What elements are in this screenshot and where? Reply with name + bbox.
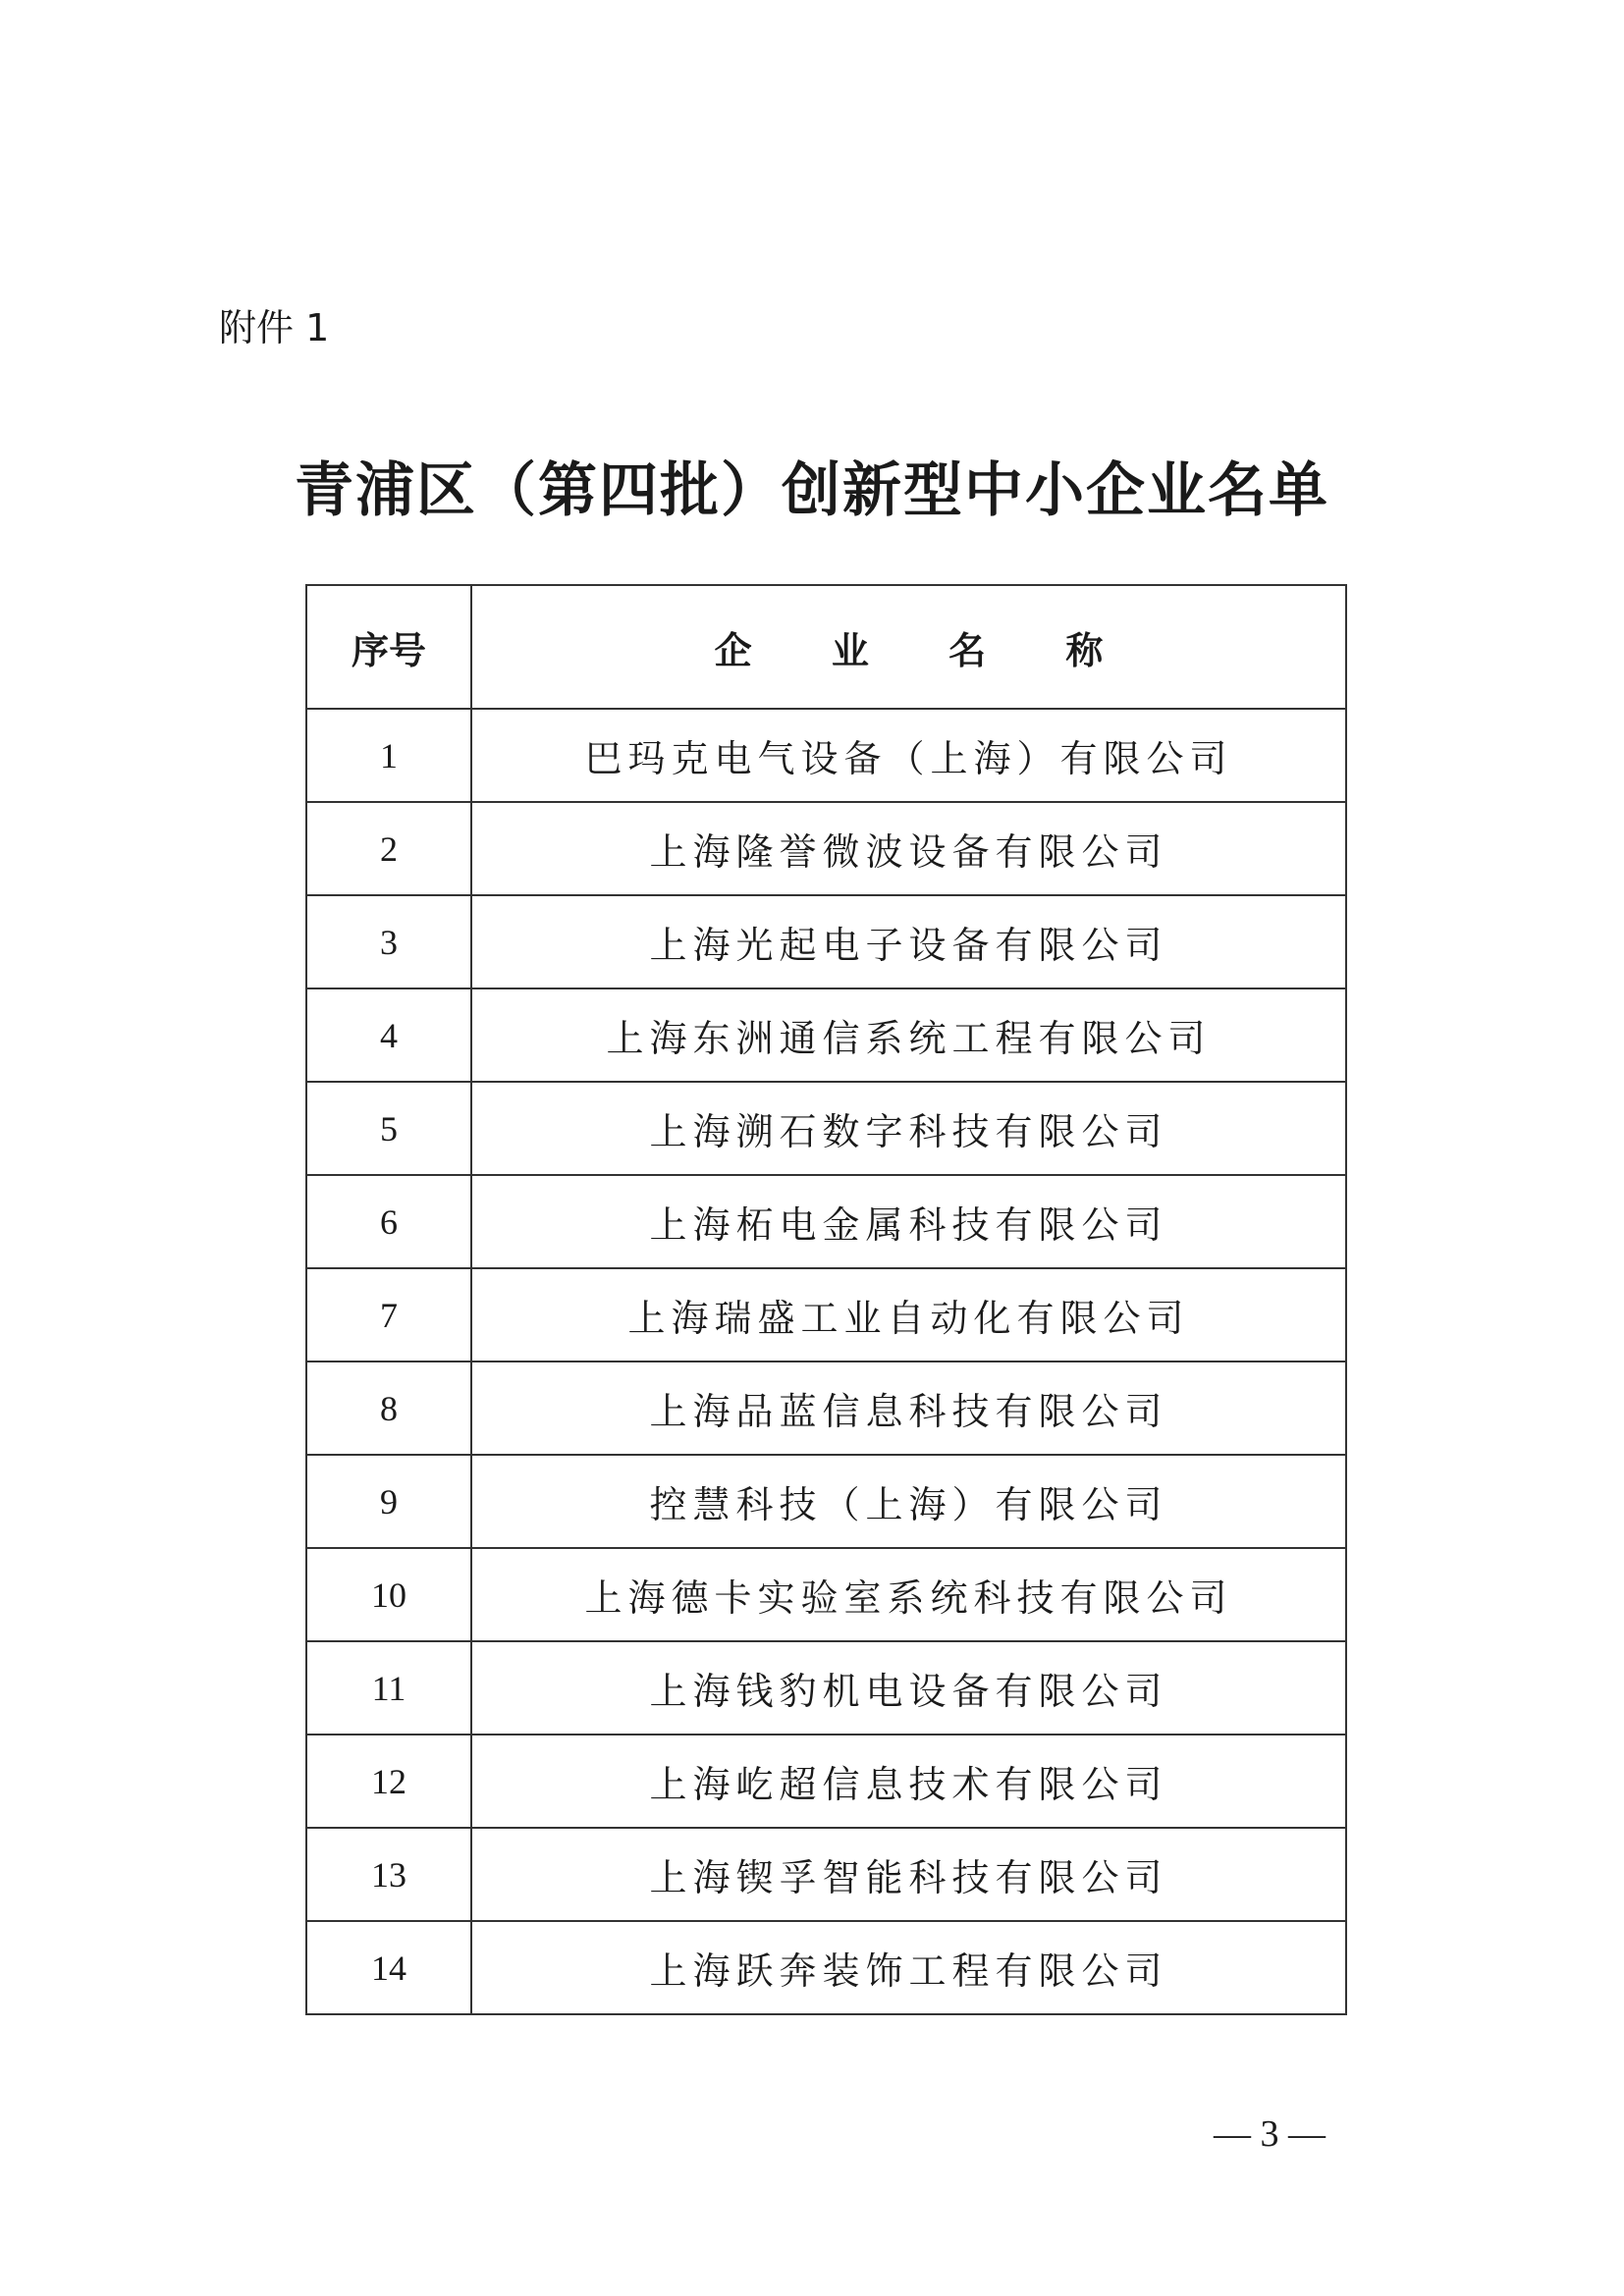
row-company-name: 巴玛克电气设备（上海）有限公司 [471, 709, 1346, 802]
row-serial-number: 7 [306, 1268, 471, 1362]
table-row [306, 709, 1346, 802]
row-serial-number: 1 [306, 709, 471, 802]
row-serial-number: 4 [306, 988, 471, 1082]
row-serial-number: 8 [306, 1362, 471, 1455]
table-row [306, 1455, 1346, 1548]
row-company-name: 上海东洲通信系统工程有限公司 [471, 988, 1346, 1082]
table-row [306, 1548, 1346, 1641]
table-row [306, 895, 1346, 988]
row-company-name: 上海柘电金属科技有限公司 [471, 1175, 1346, 1268]
row-company-name: 上海溯石数字科技有限公司 [471, 1082, 1346, 1175]
table-row [306, 988, 1346, 1082]
header-serial-number: 序号 [306, 585, 471, 709]
table-row [306, 1921, 1346, 2014]
row-serial-number: 12 [306, 1735, 471, 1828]
row-company-name: 上海跃奔装饰工程有限公司 [471, 1921, 1346, 2014]
row-serial-number: 10 [306, 1548, 471, 1641]
table-row [306, 1082, 1346, 1175]
row-company-name: 上海钱豹机电设备有限公司 [471, 1641, 1346, 1735]
table-row [306, 802, 1346, 895]
row-serial-number: 9 [306, 1455, 471, 1548]
table-row [306, 1641, 1346, 1735]
row-serial-number: 3 [306, 895, 471, 988]
row-serial-number: 14 [306, 1921, 471, 2014]
row-company-name: 上海瑞盛工业自动化有限公司 [471, 1268, 1346, 1362]
row-serial-number: 11 [306, 1641, 471, 1735]
table-row [306, 1268, 1346, 1362]
table-header-row [306, 585, 1346, 709]
row-company-name: 上海德卡实验室系统科技有限公司 [471, 1548, 1346, 1641]
table-row [306, 1362, 1346, 1455]
attachment-label: 附件 1 [219, 306, 330, 349]
table-row [306, 1735, 1346, 1828]
table-row [306, 1175, 1346, 1268]
row-serial-number: 2 [306, 802, 471, 895]
row-company-name: 上海光起电子设备有限公司 [471, 895, 1346, 988]
row-company-name: 上海品蓝信息科技有限公司 [471, 1362, 1346, 1455]
table-row [306, 1828, 1346, 1921]
document-title: 青浦区（第四批）创新型中小企业名单 [295, 456, 1329, 525]
page-number: — 3 — [1214, 2113, 1326, 2155]
row-serial-number: 13 [306, 1828, 471, 1921]
row-company-name: 控慧科技（上海）有限公司 [471, 1455, 1346, 1548]
row-serial-number: 6 [306, 1175, 471, 1268]
row-serial-number: 5 [306, 1082, 471, 1175]
header-company-name: 企 业 名 称 [471, 585, 1346, 709]
row-company-name: 上海屹超信息技术有限公司 [471, 1735, 1346, 1828]
row-company-name: 上海隆誉微波设备有限公司 [471, 802, 1346, 895]
row-company-name: 上海锲孚智能科技有限公司 [471, 1828, 1346, 1921]
company-list-table [305, 584, 1347, 2015]
